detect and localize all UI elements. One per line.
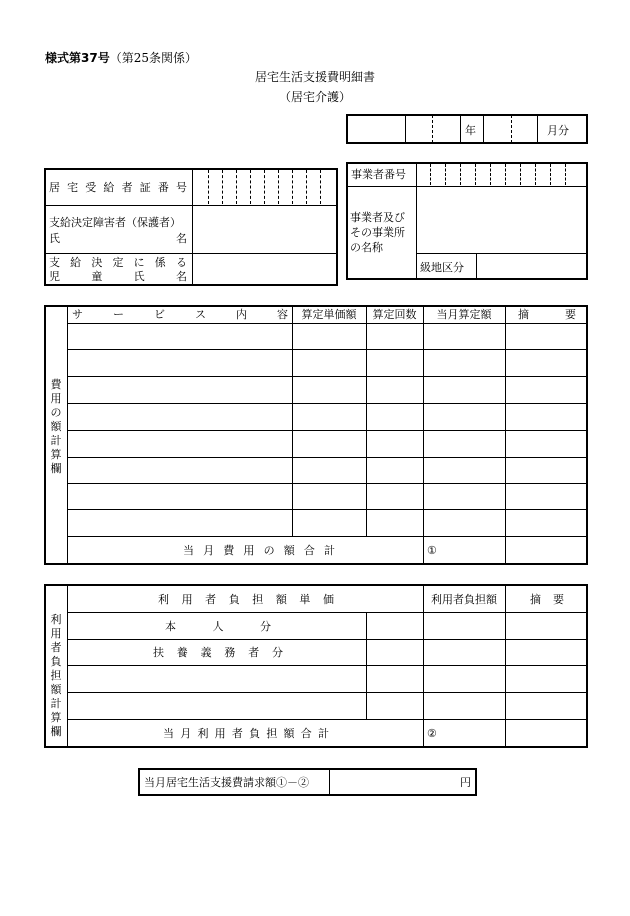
guardian-label: 支給決定障害者（保護者） bbox=[49, 216, 181, 229]
provider-name-label-3: の名称 bbox=[350, 241, 383, 254]
document-subtitle: （居宅介護） bbox=[278, 90, 351, 104]
burden-remarks-header: 摘 要 bbox=[530, 593, 564, 606]
burden-side-label: 利用者負担額計算欄 bbox=[50, 613, 62, 738]
claim-label: 当月居宅生活支援費請求額①－② bbox=[144, 776, 309, 789]
burden-section bbox=[44, 584, 588, 748]
form-header bbox=[45, 52, 197, 65]
col-unit-price-header: 算定単価額 bbox=[301, 308, 357, 321]
col-remarks-header: 摘 要 bbox=[518, 308, 576, 321]
cost-total-mark: ① bbox=[427, 544, 437, 557]
burden-total-label: 当 月 利 用 者 負 担 額 合 計 bbox=[163, 727, 329, 740]
region-label: 級地区分 bbox=[420, 261, 464, 274]
guardian-name-label-a: 氏 bbox=[49, 232, 60, 245]
child-name-label: 児 童 氏 名 bbox=[49, 270, 187, 283]
burden-amount-header: 利用者負担額 bbox=[431, 593, 497, 606]
form-number: 様式第37号 bbox=[45, 51, 110, 65]
burden-unit-price-header: 利 用 者 負 担 額 単 価 bbox=[158, 593, 334, 606]
cost-section bbox=[44, 305, 588, 565]
burden-row-self: 本 人 分 bbox=[165, 620, 271, 633]
col-service-header: サ ー ビ ス 内 容 bbox=[72, 308, 288, 321]
cost-total-label: 当 月 費 用 の 額 合 計 bbox=[183, 544, 335, 557]
child-label: 支 給 決 定 に 係 る bbox=[49, 256, 187, 269]
cost-side-label: 費用の額計算欄 bbox=[50, 378, 62, 475]
col-count-header: 算定回数 bbox=[372, 308, 417, 321]
burden-total-mark: ② bbox=[427, 727, 437, 740]
form-reference: （第25条関係） bbox=[109, 51, 197, 65]
provider-name-label-1: 事業者及び bbox=[350, 211, 405, 224]
document-title: 居宅生活支援費明細書 bbox=[254, 70, 375, 84]
burden-row-supporter: 扶 養 義 務 者 分 bbox=[153, 646, 283, 659]
month-label: 月分 bbox=[547, 124, 569, 137]
year-label: 年 bbox=[465, 124, 476, 137]
provider-name-label-2: その事業所 bbox=[350, 226, 405, 239]
col-month-amount-header: 当月算定額 bbox=[436, 308, 492, 321]
claim-unit: 円 bbox=[460, 776, 471, 789]
cert-number-label: 居 宅 受 給 者 証 番 号 bbox=[49, 181, 187, 194]
provider-number-label: 事業者番号 bbox=[351, 168, 406, 181]
guardian-name-label-b: 名 bbox=[176, 232, 187, 245]
